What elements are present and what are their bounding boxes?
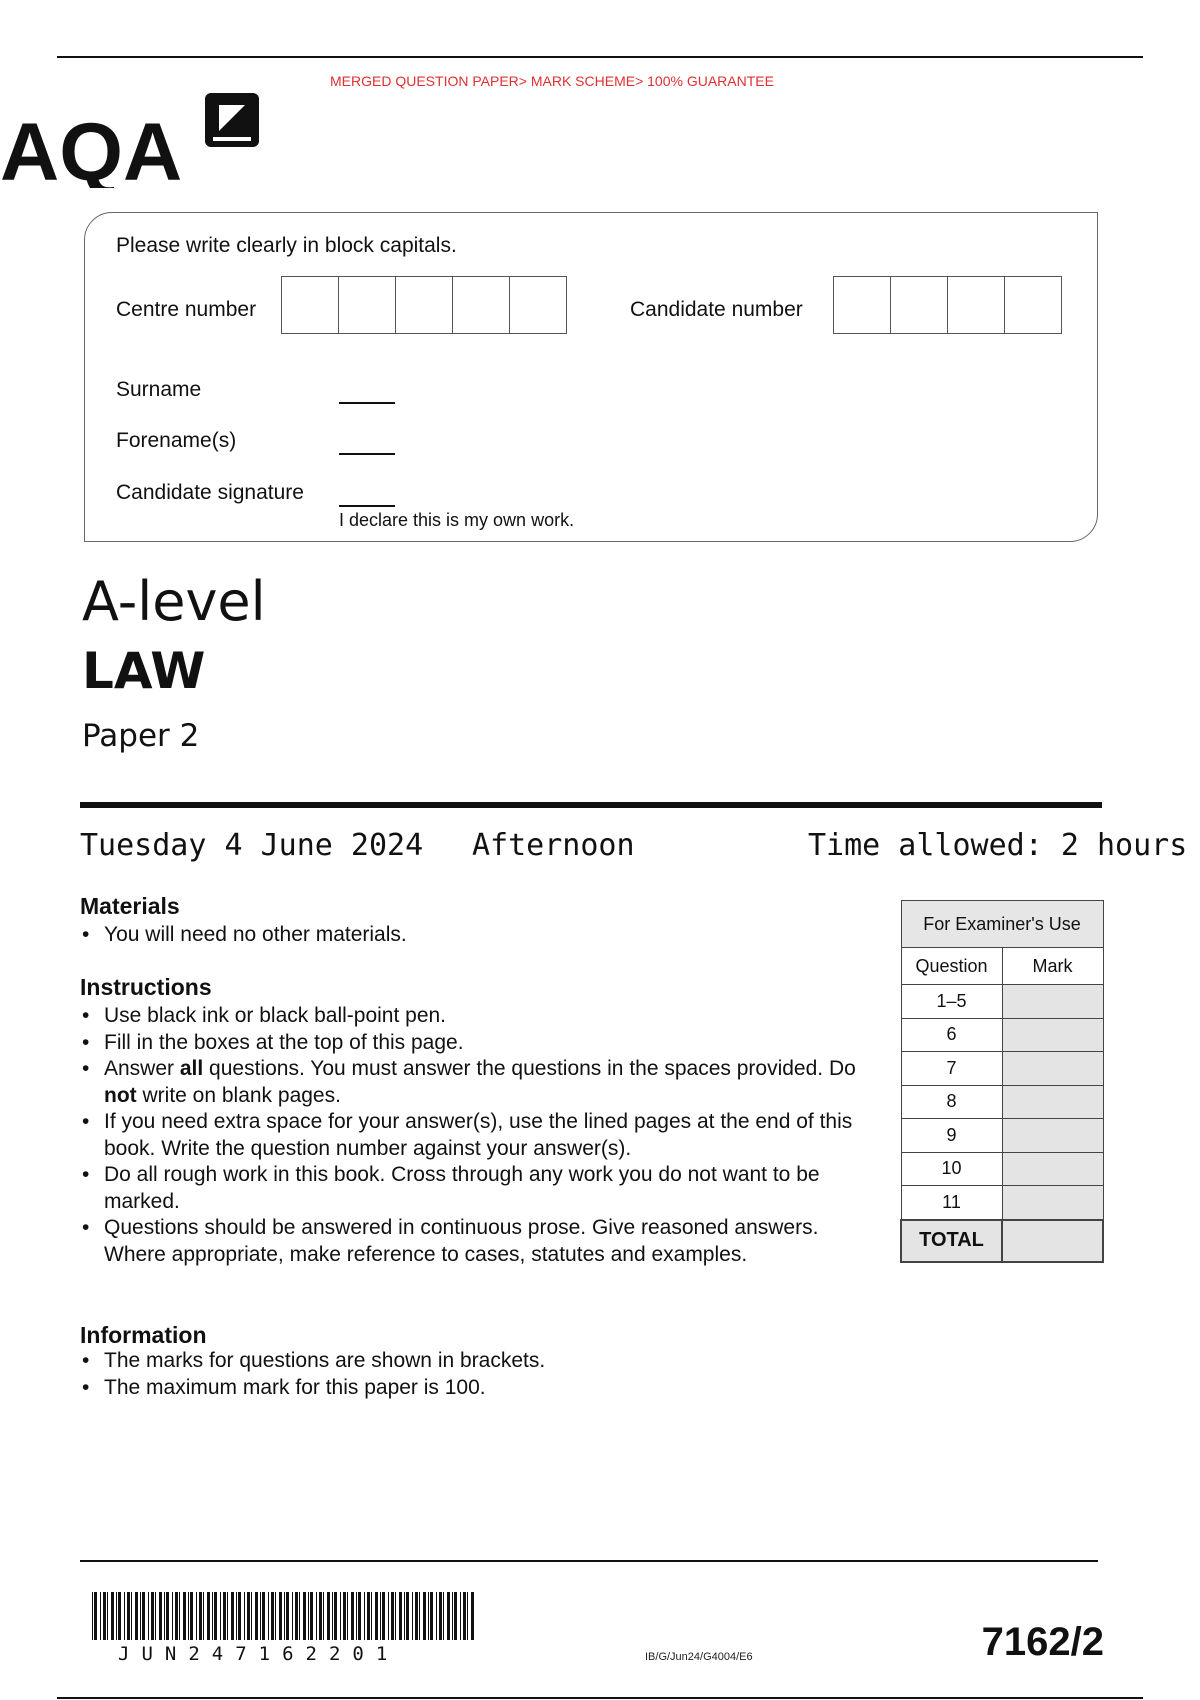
- paper-title: Paper 2: [82, 718, 200, 754]
- barcode-bar: [415, 1592, 418, 1640]
- barcode-bar: [159, 1592, 162, 1640]
- barcode-bar: [207, 1592, 210, 1640]
- barcode-bar: [260, 1592, 261, 1640]
- barcode-bar: [275, 1592, 276, 1640]
- total-label: TOTAL: [901, 1220, 1002, 1262]
- barcode-bar: [452, 1592, 453, 1640]
- materials-heading: Materials: [80, 893, 180, 919]
- barcode-bar: [447, 1592, 450, 1640]
- barcode-bar: [148, 1592, 149, 1640]
- barcode-bar: [443, 1592, 444, 1640]
- centre-digit-box[interactable]: [453, 277, 510, 333]
- table-row: [901, 1186, 1103, 1220]
- barcode-bar: [308, 1592, 309, 1640]
- exam-session: Afternoon: [472, 828, 635, 863]
- list-item: • Use black ink or black ball-point pen.: [80, 1003, 860, 1030]
- paper-reference: IB/G/Jun24/G4004/E6: [645, 1651, 753, 1663]
- barcode-bar: [131, 1592, 132, 1640]
- barcode-bar: [251, 1592, 252, 1640]
- time-allowed: Time allowed: 2 hours: [808, 828, 1188, 863]
- barcode-bar: [183, 1592, 186, 1640]
- barcode-bar: [92, 1592, 93, 1640]
- logo-mark-icon: [205, 93, 259, 147]
- barcode-bar: [124, 1592, 125, 1640]
- barcode-bar: [255, 1592, 258, 1640]
- barcode-bar: [430, 1592, 433, 1640]
- barcode-bar: [428, 1592, 429, 1640]
- list-item: • Fill in the boxes at the top of this page.: [80, 1030, 860, 1057]
- barcode-bar: [364, 1592, 365, 1640]
- table-row: [901, 1052, 1103, 1086]
- mark-cell[interactable]: [1002, 985, 1103, 1019]
- information-list: [80, 1348, 860, 1401]
- barcode-bar: [135, 1592, 138, 1640]
- centre-digit-box[interactable]: [396, 277, 453, 333]
- barcode-bar: [118, 1592, 121, 1640]
- list-item: • The maximum mark for this paper is 100.: [80, 1375, 860, 1402]
- barcode-bar: [94, 1592, 97, 1640]
- subject-title: LAW: [82, 642, 206, 700]
- barcode-bar: [295, 1592, 298, 1640]
- barcode-bar: [231, 1592, 234, 1640]
- centre-digit-box[interactable]: [282, 277, 339, 333]
- answer-text-a: Answer: [104, 1057, 180, 1080]
- forename-field[interactable]: [339, 453, 395, 455]
- surname-label: Surname: [116, 378, 202, 401]
- candidate-digit-box[interactable]: [834, 277, 891, 333]
- mark-cell[interactable]: [1002, 1152, 1103, 1186]
- materials-list: [80, 922, 860, 949]
- question-column-header: Question: [901, 948, 1002, 985]
- barcode-bar: [439, 1592, 442, 1640]
- barcode-bar: [323, 1592, 324, 1640]
- candidate-number-boxes[interactable]: [833, 276, 1062, 334]
- list-item: • If you need extra space for your answer(s), use the lined pages at the end of this book. Write the question number against your answer(s).: [80, 1109, 860, 1162]
- table-row: [901, 1152, 1103, 1186]
- information-heading: Information: [80, 1322, 207, 1348]
- barcode-bar: [164, 1592, 165, 1640]
- barcode-bar: [166, 1592, 169, 1640]
- exam-date: Tuesday 4 June 2024: [80, 828, 424, 863]
- barcode-bar: [460, 1592, 461, 1640]
- total-mark-cell[interactable]: [1002, 1220, 1103, 1262]
- title-rule: [80, 802, 1102, 808]
- list-item: • Do all rough work in this book. Cross through any work you do not want to be marked.: [80, 1162, 860, 1215]
- barcode-bar: [107, 1592, 108, 1640]
- barcode-bar: [319, 1592, 322, 1640]
- barcode-bar: [412, 1592, 413, 1640]
- barcode-bar: [223, 1592, 226, 1640]
- barcode-bar: [347, 1592, 348, 1640]
- centre-number-label: Centre number: [116, 298, 257, 321]
- barcode-bar: [247, 1592, 250, 1640]
- mark-cell[interactable]: [1002, 1186, 1103, 1220]
- candidate-digit-box[interactable]: [891, 277, 948, 333]
- barcode-bar: [227, 1592, 228, 1640]
- barcode-bar: [340, 1592, 341, 1640]
- barcode-bar: [268, 1592, 269, 1640]
- barcode-bar: [388, 1592, 389, 1640]
- candidate-digit-box[interactable]: [1005, 277, 1061, 333]
- examiner-use-table: [900, 900, 1104, 1263]
- answer-text-c: questions. You must answer the questions in the spaces provided. Do: [203, 1057, 856, 1080]
- barcode-bar: [332, 1592, 333, 1640]
- barcode-bar: [142, 1592, 145, 1640]
- bottom-rule: [57, 1697, 1143, 1699]
- barcode-bar: [292, 1592, 293, 1640]
- list-item: • The marks for questions are shown in brackets.: [80, 1348, 860, 1375]
- signature-label: Candidate signature: [116, 481, 304, 504]
- answer-text-e: write on blank pages.: [136, 1083, 341, 1107]
- barcode-bar: [179, 1592, 180, 1640]
- barcode-bar: [100, 1592, 101, 1640]
- declaration-text: I declare this is my own work.: [339, 510, 575, 530]
- forename-label: Forename(s): [116, 429, 237, 452]
- barcode-bar: [262, 1592, 265, 1640]
- barcode-bar: [343, 1592, 346, 1640]
- barcode-icon: [92, 1592, 476, 1645]
- instructions-list: [80, 1003, 860, 1268]
- barcode-bar: [463, 1592, 466, 1640]
- paper-code: 7162/2: [981, 1620, 1104, 1664]
- barcode-bar: [419, 1592, 420, 1640]
- barcode-bar: [196, 1592, 197, 1640]
- question-number: 7: [901, 1052, 1002, 1086]
- question-number: 8: [901, 1085, 1002, 1119]
- mark-cell[interactable]: [1002, 1085, 1103, 1119]
- barcode-bar: [367, 1592, 370, 1640]
- barcode-bar: [279, 1592, 282, 1640]
- barcode-bar: [103, 1592, 106, 1640]
- list-item: • Questions should be answered in continuous prose. Give reasoned answers. Where appropriate, make reference to cases, statutes and examples.: [80, 1215, 860, 1268]
- barcode-bar: [334, 1592, 337, 1640]
- barcode-bar: [284, 1592, 285, 1640]
- barcode-bar: [467, 1592, 468, 1640]
- barcode-bar: [382, 1592, 385, 1640]
- barcode-bar: [423, 1592, 426, 1640]
- top-rule: [57, 56, 1143, 58]
- barcode-bar: [244, 1592, 245, 1640]
- candidate-number-label: Candidate number: [630, 298, 803, 321]
- examiner-table-title: For Examiner's Use: [901, 901, 1103, 948]
- footer-rule: [80, 1560, 1098, 1562]
- barcode-bar: [271, 1592, 274, 1640]
- barcode-bar: [371, 1592, 372, 1640]
- barcode-bar: [127, 1592, 130, 1640]
- barcode-bar: [155, 1592, 156, 1640]
- barcode-bar: [199, 1592, 202, 1640]
- barcode-bar: [327, 1592, 330, 1640]
- barcode-bar: [358, 1592, 361, 1640]
- surname-field[interactable]: [339, 402, 395, 404]
- barcode-bar: [286, 1592, 289, 1640]
- centre-digit-box[interactable]: [339, 277, 396, 333]
- barcode-bar: [375, 1592, 378, 1640]
- barcode-bar: [454, 1592, 457, 1640]
- mark-cell[interactable]: [1002, 1018, 1103, 1052]
- instructions-heading: Instructions: [80, 974, 212, 1000]
- barcode-bar: [220, 1592, 221, 1640]
- barcode-bar: [116, 1592, 117, 1640]
- barcode-digits: JUN2471622​01: [118, 1643, 400, 1665]
- barcode-bar: [351, 1592, 354, 1640]
- barcode-bar: [310, 1592, 313, 1640]
- block-capitals-instruction: Please write clearly in block capitals.: [116, 234, 457, 257]
- table-row: [901, 1018, 1103, 1052]
- table-row: [901, 985, 1103, 1019]
- question-number: 9: [901, 1119, 1002, 1153]
- signature-field[interactable]: [339, 505, 395, 507]
- barcode-bar: [471, 1592, 474, 1640]
- table-row: [901, 1119, 1103, 1153]
- question-number: 1–5: [901, 985, 1002, 1019]
- table-row: [901, 1085, 1103, 1119]
- watermark-banner: MERGED QUESTION PAPER> MARK SCHEME> 100% GUARANTEE: [330, 73, 774, 89]
- answer-text-d: not: [104, 1083, 137, 1107]
- barcode-bar: [203, 1592, 204, 1640]
- barcode-bar: [111, 1592, 114, 1640]
- question-number: 10: [901, 1152, 1002, 1186]
- barcode-bar: [436, 1592, 437, 1640]
- barcode-bar: [404, 1592, 405, 1640]
- aqa-logo: [0, 88, 270, 193]
- mark-column-header: Mark: [1002, 948, 1103, 985]
- barcode-bar: [406, 1592, 409, 1640]
- mark-cell[interactable]: [1002, 1119, 1103, 1153]
- answer-text-b: all: [179, 1057, 204, 1080]
- barcode-bar: [303, 1592, 306, 1640]
- level-title: A-level: [82, 570, 266, 633]
- barcode-bar: [151, 1592, 154, 1640]
- barcode-bar: [395, 1592, 396, 1640]
- barcode-bar: [391, 1592, 394, 1640]
- candidate-digit-box[interactable]: [948, 277, 1005, 333]
- centre-number-boxes[interactable]: [281, 276, 567, 334]
- barcode-bar: [238, 1592, 241, 1640]
- logo-text: AQA: [0, 107, 183, 188]
- barcode-bar: [356, 1592, 357, 1640]
- barcode-bar: [172, 1592, 173, 1640]
- question-number: 6: [901, 1018, 1002, 1052]
- barcode-bar: [188, 1592, 189, 1640]
- centre-digit-box[interactable]: [510, 277, 566, 333]
- barcode-bar: [399, 1592, 402, 1640]
- barcode-bar: [175, 1592, 178, 1640]
- barcode-bar: [140, 1592, 141, 1640]
- barcode-bar: [212, 1592, 213, 1640]
- barcode-bar: [380, 1592, 381, 1640]
- list-item: • You will need no other materials.: [80, 922, 860, 949]
- mark-cell[interactable]: [1002, 1052, 1103, 1086]
- barcode-bar: [299, 1592, 300, 1640]
- total-row: [901, 1220, 1103, 1262]
- barcode-bar: [214, 1592, 217, 1640]
- question-number: 11: [901, 1186, 1002, 1220]
- barcode-bar: [236, 1592, 237, 1640]
- barcode-bar: [190, 1592, 193, 1640]
- barcode-bar: [316, 1592, 317, 1640]
- list-item: [80, 1056, 860, 1109]
